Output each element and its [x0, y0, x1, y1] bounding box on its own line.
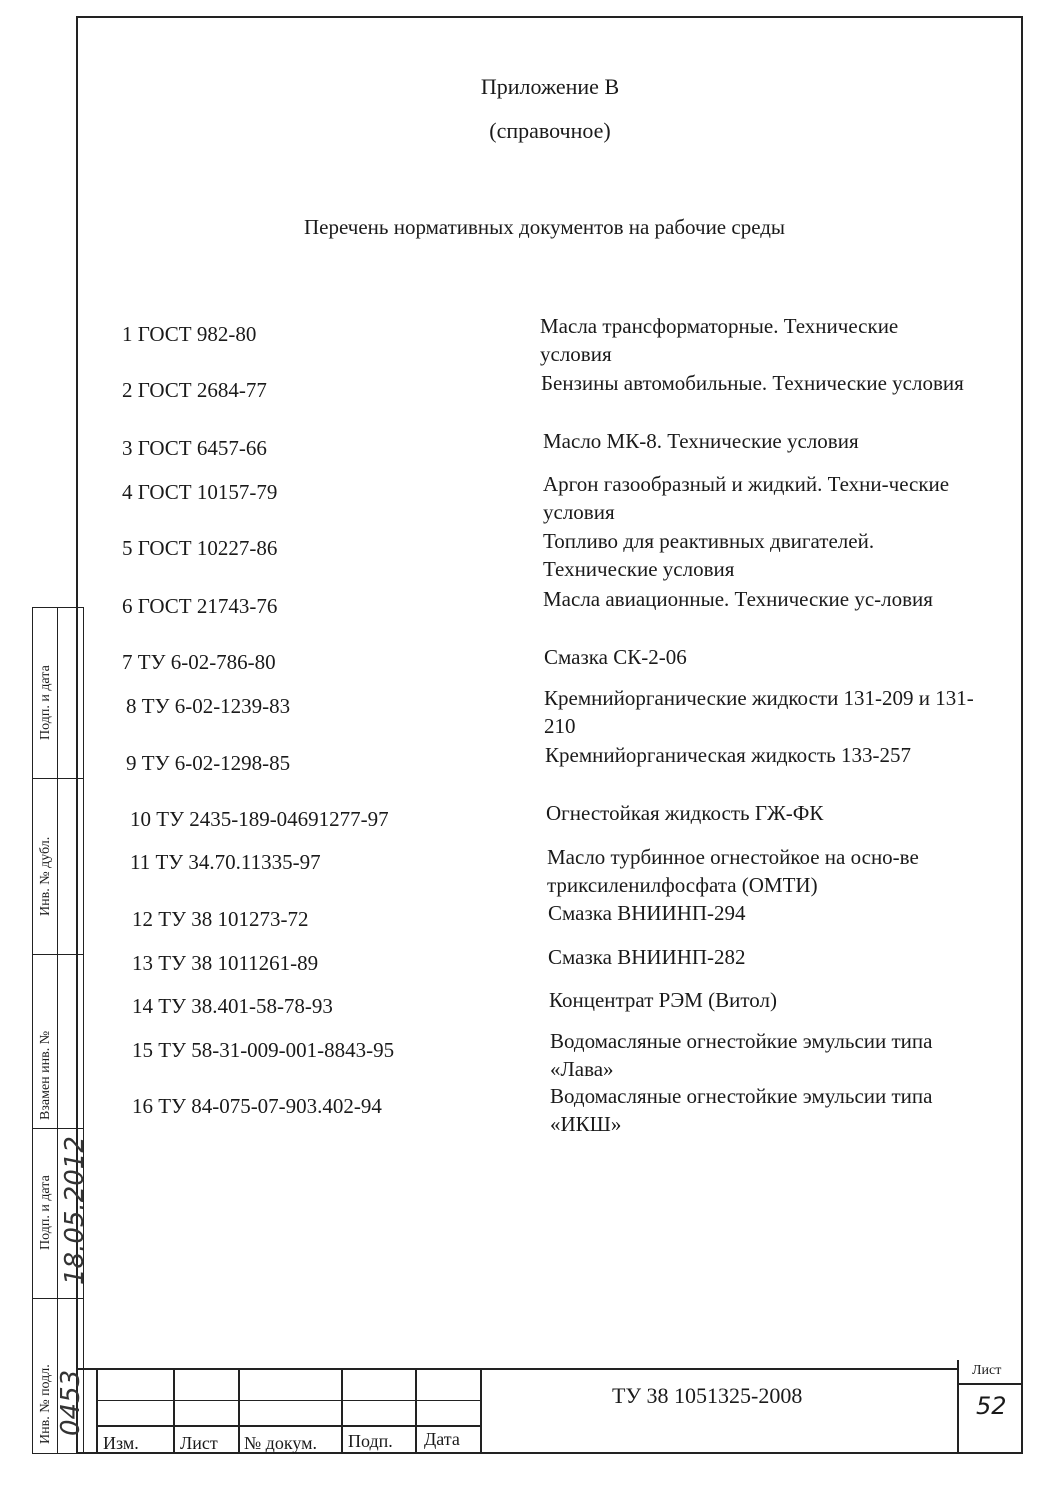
document-code-11: 11 ТУ 34.70.11335-97 — [130, 850, 321, 874]
document-description-1: Масла трансформаторные. Технические условия — [540, 314, 899, 366]
document-description-8: Кремнийорганические жидкости 131-209 и 131-210 — [544, 686, 974, 738]
document-code-8: 8 ТУ 6-02-1239-83 — [126, 694, 291, 718]
document-code-14: 14 ТУ 38.401-58-78-93 — [132, 994, 333, 1018]
side-label-sign-date-1: Подп. и дата — [38, 665, 53, 740]
document-description-13: Смазка ВНИИНП-282 — [548, 945, 746, 969]
document-code-4: 4 ГОСТ 10157-79 — [122, 480, 278, 504]
side-label-inv-orig: Инв. № подл. — [38, 1364, 53, 1444]
side-label-replace-inv: Взамен инв. № — [38, 1030, 53, 1120]
side-label-sign-date-2: Подп. и дата — [38, 1175, 53, 1250]
document-description-2: Бензины автомобильные. Технические условия — [541, 371, 964, 395]
document-description-14: Концентрат РЭМ (Витол) — [549, 988, 777, 1012]
sheet-label: Лист — [972, 1363, 1002, 1378]
document-code-12: 12 ТУ 38 101273-72 — [132, 907, 309, 931]
col-date: Дата — [424, 1429, 460, 1449]
document-code-3: 3 ГОСТ 6457-66 — [122, 436, 267, 460]
col-list: Лист — [180, 1433, 218, 1453]
document-code-16: 16 ТУ 84-075-07-903.402-94 — [132, 1094, 382, 1118]
document-description-15: Водомасляные огнестойкие эмульсии типа «Лава» — [550, 1029, 933, 1081]
col-signature: Подп. — [348, 1431, 393, 1451]
document-code-1: 1 ГОСТ 982-80 — [122, 322, 257, 346]
document-description-10: Огнестойкая жидкость ГЖ-ФК — [546, 801, 824, 825]
list-heading: Перечень нормативных документов на рабочие среды — [304, 215, 786, 239]
document-description-11: Масло турбинное огнестойкое на осно-ве триксиленилфосфата (ОМТИ) — [547, 845, 919, 897]
document-code-5: 5 ГОСТ 10227-86 — [122, 536, 278, 560]
document-code-13: 13 ТУ 38 1011261-89 — [132, 951, 319, 975]
inv-number-handwritten: 0453 — [56, 1369, 86, 1436]
sheet-number: 52 — [976, 1392, 1007, 1420]
col-doc-number: № докум. — [244, 1433, 317, 1453]
document-description-7: Смазка СК-2-06 — [544, 645, 687, 669]
document-description-4: Аргон газообразный и жидкий. Техни-ческие условия — [543, 472, 950, 524]
signature-date-handwritten: 18.05.2012 — [60, 1136, 90, 1285]
appendix-type: (справочное) — [489, 118, 611, 143]
col-izm: Изм. — [103, 1433, 139, 1453]
document-code-2: 2 ГОСТ 2684-77 — [122, 378, 267, 402]
document-description-12: Смазка ВНИИНП-294 — [548, 901, 746, 925]
document-code: ТУ 38 1051325-2008 — [612, 1383, 803, 1408]
document-code-7: 7 ТУ 6-02-786-80 — [122, 650, 276, 674]
appendix-title: Приложение В — [480, 74, 620, 99]
document-code-15: 15 ТУ 58-31-009-001-8843-95 — [132, 1038, 395, 1062]
document-description-9: Кремнийорганическая жидкость 133-257 — [545, 743, 911, 767]
document-code-6: 6 ГОСТ 21743-76 — [122, 594, 278, 618]
side-label-inv-dup: Инв. № дубл. — [38, 836, 53, 916]
document-description-16: Водомасляные огнестойкие эмульсии типа «ИКШ» — [550, 1084, 933, 1136]
document-code-9: 9 ТУ 6-02-1298-85 — [126, 751, 291, 775]
document-description-3: Масло МК-8. Технические условия — [543, 429, 859, 453]
document-description-6: Масла авиационные. Технические ус-ловия — [543, 587, 933, 611]
document-code-10: 10 ТУ 2435-189-04691277-97 — [130, 807, 389, 831]
document-description-5: Топливо для реактивных двигателей. Технические условия — [543, 529, 875, 581]
